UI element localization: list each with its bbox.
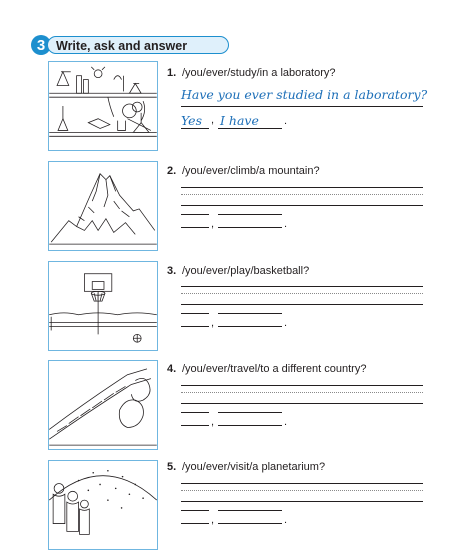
short-answer-line[interactable] bbox=[181, 128, 209, 129]
comma: , bbox=[211, 114, 215, 126]
period: . bbox=[284, 416, 288, 428]
example-question-answer: Have you ever studied in a laboratory? bbox=[181, 87, 428, 102]
period: . bbox=[284, 218, 288, 230]
answer-line[interactable] bbox=[181, 106, 423, 107]
short-answer-line[interactable] bbox=[181, 313, 209, 314]
question-number: 5. bbox=[167, 461, 177, 473]
short-answer-line[interactable] bbox=[218, 313, 282, 314]
short-answer-line[interactable] bbox=[181, 510, 209, 511]
question-prompt: /you/ever/travel/to a different country? bbox=[182, 363, 367, 375]
comma: , bbox=[211, 218, 215, 230]
period: . bbox=[284, 514, 288, 526]
guide-line bbox=[181, 490, 423, 491]
answer-line[interactable] bbox=[181, 501, 423, 502]
short-answer-line[interactable] bbox=[181, 523, 209, 524]
short-answer-line[interactable] bbox=[218, 425, 282, 426]
period: . bbox=[284, 317, 288, 329]
exercise-number: 3 bbox=[31, 35, 51, 55]
example-short-answer-yes: Yes bbox=[181, 113, 202, 128]
question-prompt: /you/ever/study/in a laboratory? bbox=[182, 67, 336, 79]
planetarium-picture bbox=[48, 460, 158, 550]
mountain-picture bbox=[48, 161, 158, 251]
question-number: 4. bbox=[167, 363, 177, 375]
example-short-answer-rest: I have bbox=[220, 113, 259, 128]
short-answer-line[interactable] bbox=[218, 326, 282, 327]
short-answer-line[interactable] bbox=[218, 510, 282, 511]
question-prompt: /you/ever/visit/a planetarium? bbox=[182, 461, 326, 473]
short-answer-line[interactable] bbox=[181, 326, 209, 327]
laboratory-picture bbox=[48, 61, 158, 151]
basketball-picture bbox=[48, 261, 158, 351]
answer-line[interactable] bbox=[181, 403, 423, 404]
guide-line bbox=[181, 392, 423, 393]
period: . bbox=[284, 115, 288, 127]
short-answer-line[interactable] bbox=[218, 227, 282, 228]
answer-line[interactable] bbox=[181, 304, 423, 305]
comma: , bbox=[211, 416, 215, 428]
answer-line[interactable] bbox=[181, 483, 423, 484]
question-number: 2. bbox=[167, 165, 177, 177]
guide-line bbox=[181, 194, 423, 195]
short-answer-line[interactable] bbox=[218, 128, 282, 129]
comma: , bbox=[211, 514, 215, 526]
short-answer-line[interactable] bbox=[218, 412, 282, 413]
question-number: 1. bbox=[167, 67, 177, 79]
answer-line[interactable] bbox=[181, 205, 423, 206]
airplane-window-picture bbox=[48, 360, 158, 450]
short-answer-line[interactable] bbox=[181, 425, 209, 426]
guide-line bbox=[181, 293, 423, 294]
short-answer-line[interactable] bbox=[218, 214, 282, 215]
answer-line[interactable] bbox=[181, 286, 423, 287]
answer-line[interactable] bbox=[181, 187, 423, 188]
short-answer-line[interactable] bbox=[218, 523, 282, 524]
short-answer-line[interactable] bbox=[181, 412, 209, 413]
question-prompt: /you/ever/climb/a mountain? bbox=[182, 165, 320, 177]
exercise-title: Write, ask and answer bbox=[47, 36, 229, 54]
short-answer-line[interactable] bbox=[181, 227, 209, 228]
answer-line[interactable] bbox=[181, 385, 423, 386]
comma: , bbox=[211, 317, 215, 329]
question-prompt: /you/ever/play/basketball? bbox=[182, 265, 310, 277]
short-answer-line[interactable] bbox=[181, 214, 209, 215]
question-number: 3. bbox=[167, 265, 177, 277]
